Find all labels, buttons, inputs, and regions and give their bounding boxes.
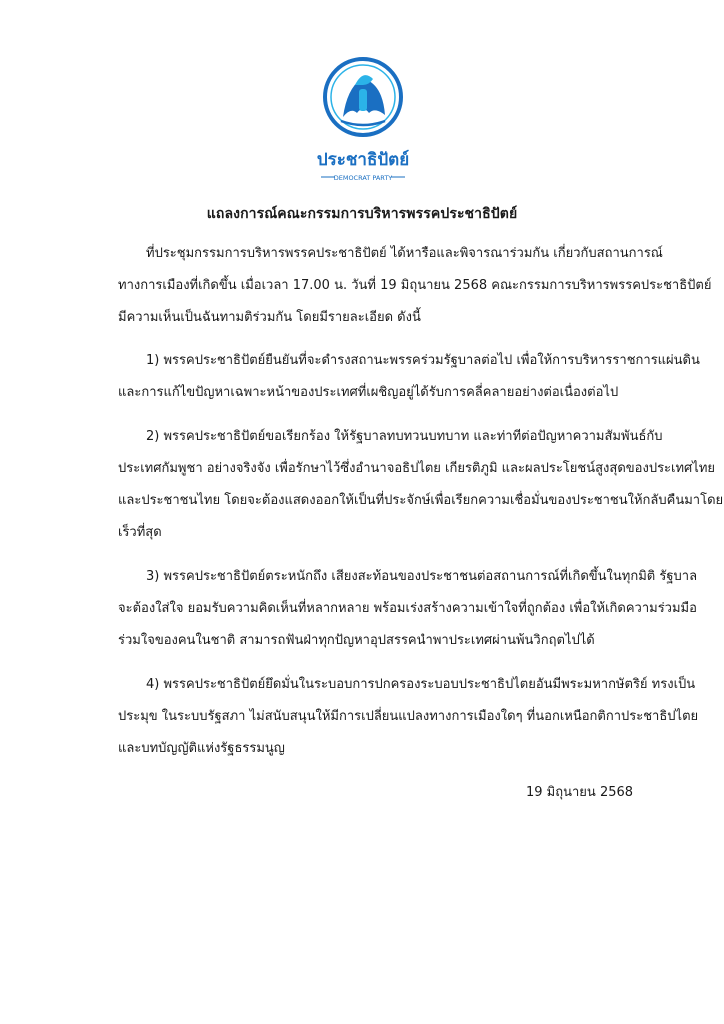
point-2-line: 2) พรรคประชาธิปัตย์ขอเรียกร้อง ให้รัฐบาลทบทวนบทบาท และท่าทีต่อปัญหาความสัมพันธ์กับ [146, 429, 663, 444]
point-4-line: ประมุข ในระบบรัฐสภา ไม่สนับสนุนให้มีการเปลี่ยนแปลงทางการเมืองใดๆ ที่นอกเหนือกติกาประชาธิปไตย [118, 709, 699, 724]
point-2-line: เร็วที่สุด [118, 525, 162, 540]
point-1-line: และการแก้ไขปัญหาเฉพาะหน้าของประเทศที่เผชิญอยู่ได้รับการคลี่คลายอย่างต่อเนื่องต่อไป [118, 385, 619, 400]
intro-line: มีความเห็นเป็นฉันทามติร่วมกัน โดยมีรายละเอียด ดังนี้ [118, 310, 421, 325]
document-date: 19 มิถุนายน 2568 [526, 785, 634, 800]
point-3-line: 3) พรรคประชาธิปัตย์ตระหนักถึง เสียงสะท้อนของประชาชนต่อสถานการณ์ที่เกิดขึ้นในทุกมิติ รัฐบาล [146, 569, 698, 584]
document-title: แถลงการณ์คณะกรรมการบริหารพรรคประชาธิปัตย์ [206, 206, 518, 222]
point-1-line: 1) พรรคประชาธิปัตย์ยืนยันที่จะดำรงสถานะพรรคร่วมรัฐบาลต่อไป เพื่อให้การบริหารราชการแผ่นดิน [146, 353, 700, 368]
intro-line: ทางการเมืองที่เกิดขึ้น เมื่อเวลา 17.00 น. วันที่ 19 มิถุนายน 2568 คณะกรรมการบริหารพรรคประชาธิปัตย์ [118, 278, 712, 293]
point-2-line: และประชาชนไทย โดยจะต้องแสดงออกให้เป็นที่ประจักษ์เพื่อเรียกความเชื่อมั่นของประชาชนให้กลับคืนมาโดย [118, 493, 724, 508]
intro-line: ที่ประชุมกรรมการบริหารพรรคประชาธิปัตย์ ได้หารือและพิจารณาร่วมกัน เกี่ยวกับสถานการณ์ [146, 246, 663, 261]
point-4-line: 4) พรรคประชาธิปัตย์ยึดมั่นในระบอบการปกครองระบอบประชาธิปไตยอันมีพระมหากษัตริย์ ทรงเป็น [146, 677, 696, 692]
point-2-line: ประเทศกัมพูชา อย่างจริงจัง เพื่อรักษาไว้ซึ่งอำนาจอธิปไตย เกียรติภูมิ และผลประโยชน์สูงสุดของประเทศไทย [118, 461, 716, 476]
party-logo [313, 55, 413, 195]
brand-wordmark: ประชาธิปัตย์ [316, 150, 410, 170]
party-emblem-icon [313, 55, 413, 195]
point-4-line: และบทบัญญัติแห่งรัฐธรรมนูญ [118, 741, 285, 756]
point-3-line: ร่วมใจของคนในชาติ สามารถฟันฝ่าทุกปัญหาอุปสรรคนำพาประเทศผ่านพ้นวิกฤตไปได้ [118, 633, 595, 648]
point-3-line: จะต้องใส่ใจ ยอมรับความคิดเห็นที่หลากหลาย พร้อมเร่งสร้างความเข้าใจที่ถูกต้อง เพื่อให้เกิดความร่วมมือ [118, 601, 697, 616]
brand-subtext: DEMOCRAT PARTY [333, 174, 393, 182]
